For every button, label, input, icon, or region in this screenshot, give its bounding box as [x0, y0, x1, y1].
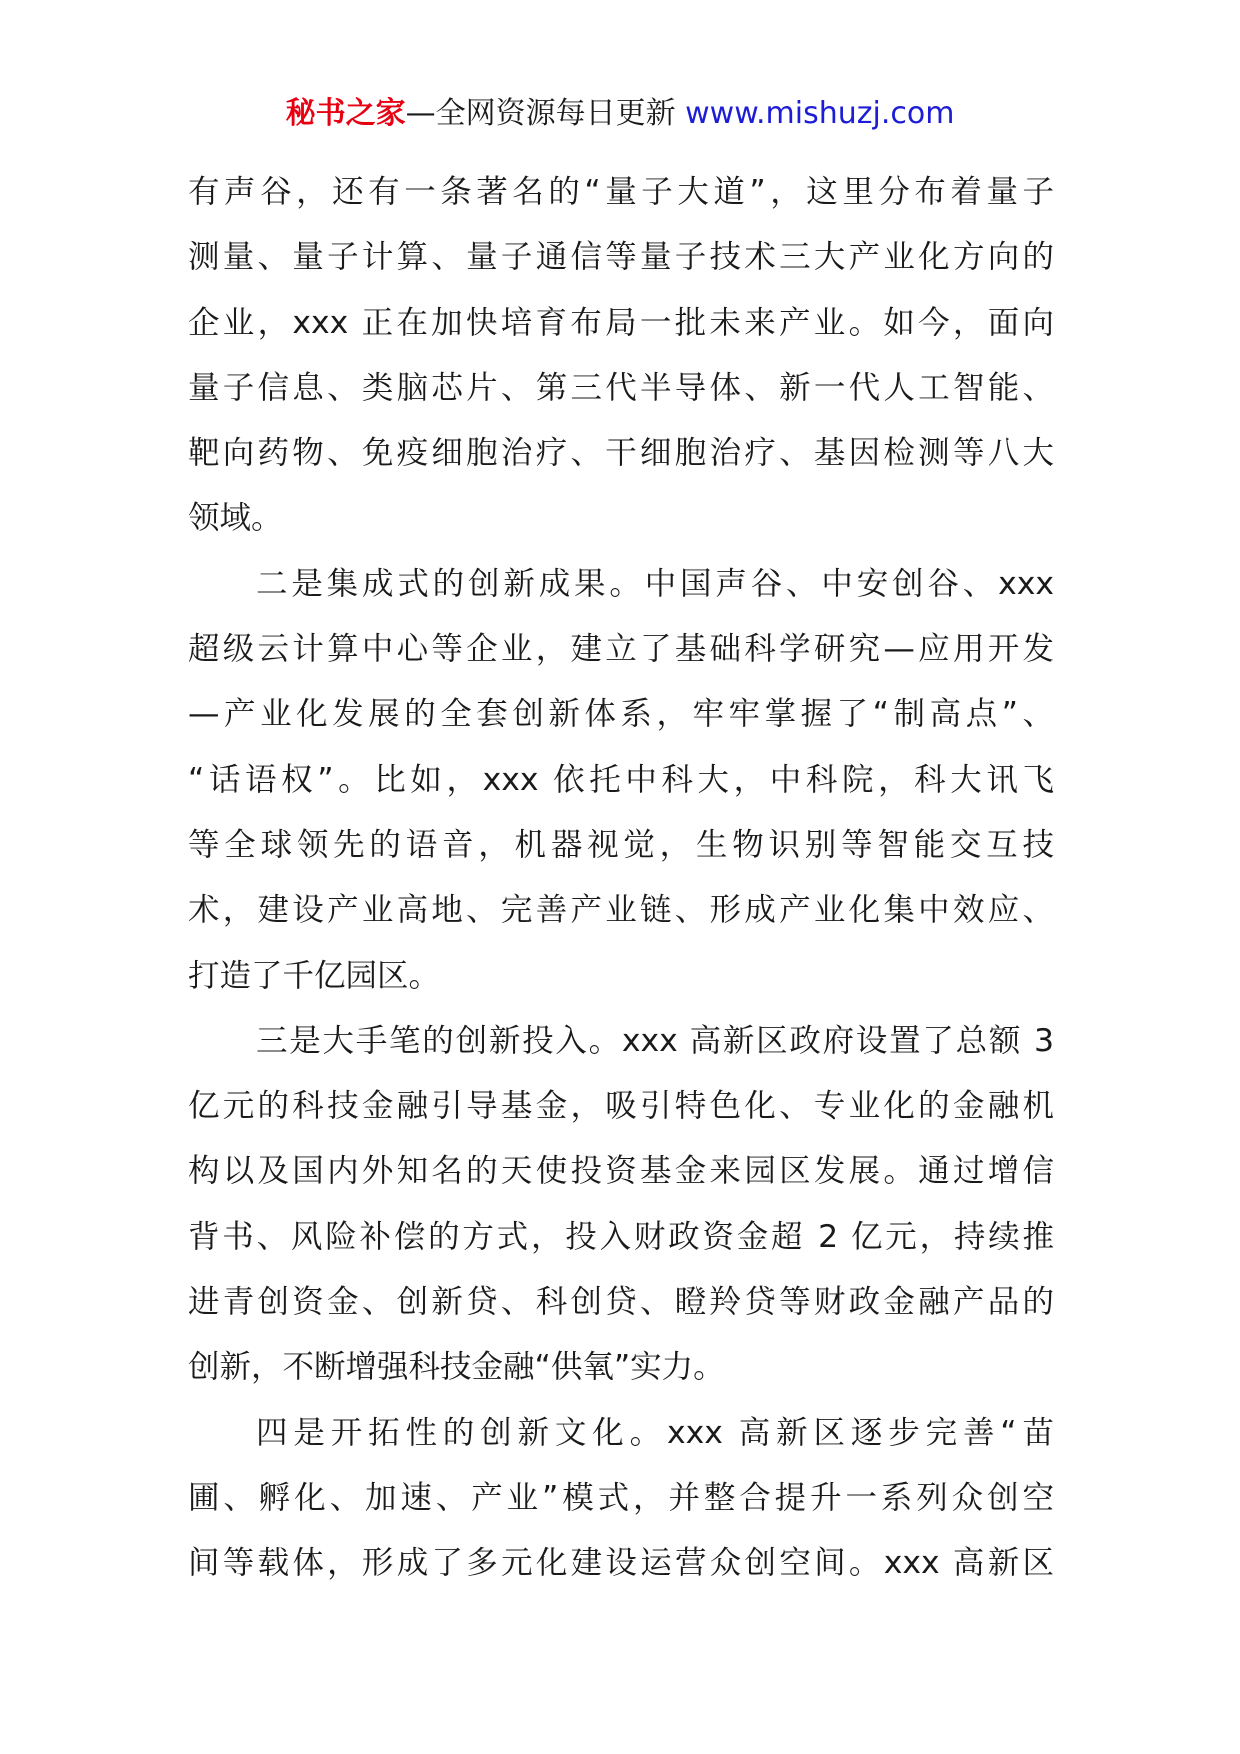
text-line: 构以及国内外知名的天使投资基金来园区发展。通过增信 [188, 1153, 1054, 1190]
site-header [0, 94, 1240, 134]
site-url[interactable]: www.mishuzj.com [685, 96, 955, 131]
text-line: 靶向药物、免疫细胞治疗、干细胞治疗、基因检测等八大 [188, 435, 1054, 472]
text-line: 间等载体，形成了多元化建设运营众创空间。xxx 高新区 [188, 1545, 1054, 1582]
text-line: 企业，xxx 正在加快培育布局一批未来产业。如今，面向 [188, 304, 1054, 341]
text-line: 领域。 [188, 500, 283, 537]
text-line: 二是集成式的创新成果。中国声谷、中安创谷、xxx [256, 565, 1054, 602]
document-body [188, 160, 1054, 1597]
text-line: 进青创资金、创新贷、科创贷、瞪羚贷等财政金融产品的 [188, 1284, 1054, 1321]
text-line: 四是开拓性的创新文化。xxx 高新区逐步完善“苗 [256, 1414, 1054, 1451]
site-brand: 秘书之家 [285, 96, 406, 131]
text-line: 打造了千亿园区。 [188, 957, 441, 994]
text-line: 有声谷，还有一条著名的“量子大道”，这里分布着量子 [188, 174, 1054, 210]
text-line: “话语权”。比如，xxx 依托中科大，中科院，科大讯飞 [188, 761, 1054, 798]
text-line: —产业化发展的全套创新体系，牢牢掌握了“制高点”、 [188, 696, 1054, 733]
text-line: 创新，不断增强科技金融“供氧”实力。 [188, 1349, 725, 1386]
text-line: 三是大手笔的创新投入。xxx 高新区政府设置了总额 3 [256, 1022, 1054, 1059]
text-line: 背书、风险补偿的方式，投入财政资金超 2 亿元，持续推 [188, 1218, 1054, 1255]
site-slogan: —全网资源每日更新 [405, 96, 686, 131]
text-line: 测量、量子计算、量子通信等量子技术三大产业化方向的 [188, 239, 1054, 276]
text-line: 等全球领先的语音，机器视觉，生物识别等智能交互技 [188, 826, 1054, 863]
text-line: 超级云计算中心等企业，建立了基础科学研究—应用开发 [188, 631, 1054, 668]
text-line: 量子信息、类脑芯片、第三代半导体、新一代人工智能、 [188, 369, 1054, 406]
text-line: 亿元的科技金融引导基金，吸引特色化、专业化的金融机 [188, 1088, 1054, 1125]
text-line: 圃、孵化、加速、产业”模式，并整合提升一系列众创空 [188, 1479, 1054, 1516]
text-line: 术，建设产业高地、完善产业链、形成产业化集中效应、 [188, 892, 1054, 929]
